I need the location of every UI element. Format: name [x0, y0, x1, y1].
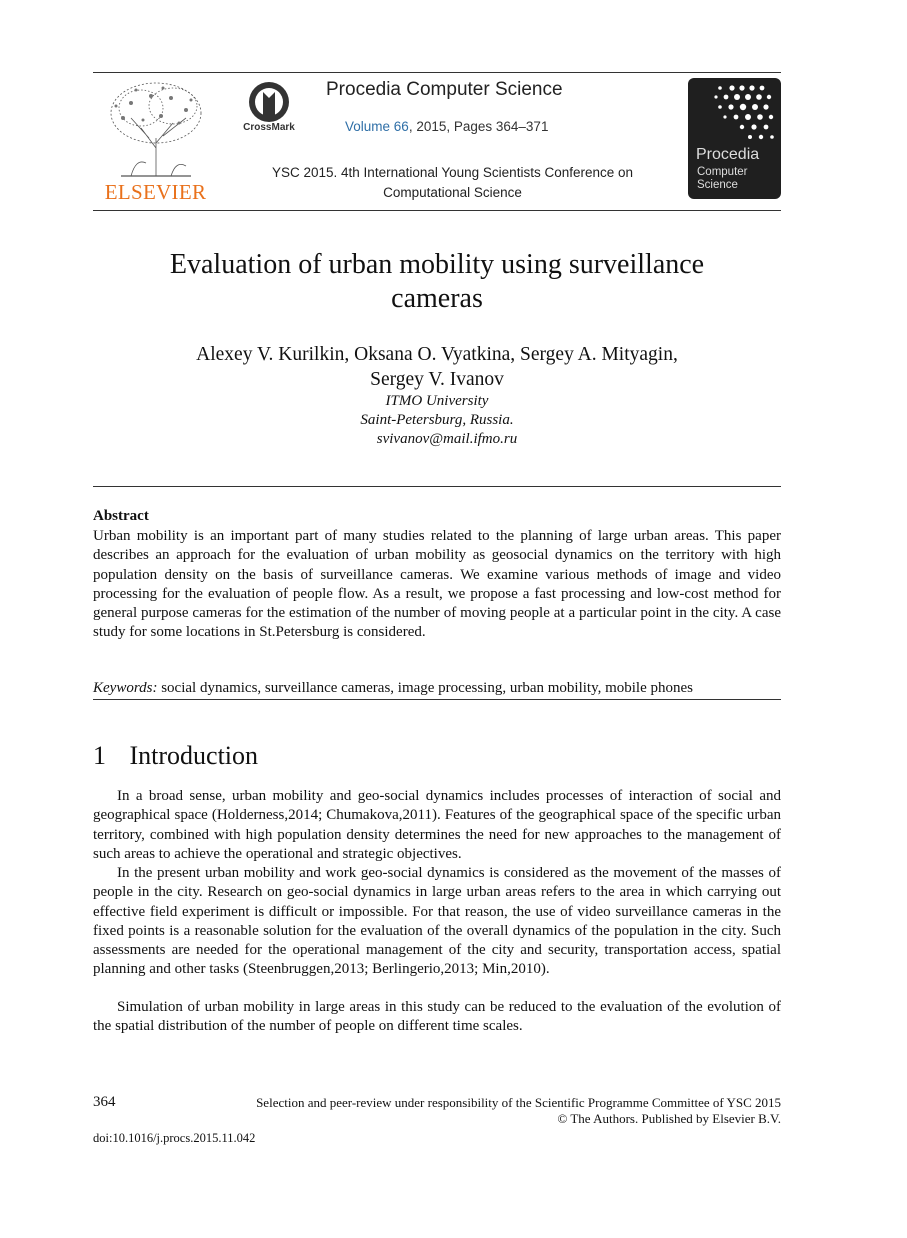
paper-title: [93, 248, 781, 316]
crossmark-label: CrossMark: [243, 122, 295, 133]
abstract-text: Urban mobility is an important part of many studies related to the planning of large urban areas. This paper describes an approach for the evaluation of urban mobility as geosocial dynamics on the territory with high population density on the basis of surveillance cameras. We examine various methods of image and video processing for the evaluation of people flow. As a result, we propose a fast processing and low-cost method for general purpose cameras for the estimation of the number of moving people at a particular point in the city. A case study for some locations in St.Petersburg is considered.: [93, 528, 781, 641]
author-email[interactable]: svivanov@mail.ifmo.ru: [376, 431, 518, 447]
authors-line-2: Sergey V. Ivanov: [370, 369, 504, 390]
volume-number-link[interactable]: 66: [393, 119, 409, 134]
section-number: 1: [93, 741, 106, 770]
intro-paragraph-1: In a broad sense, urban mobility and geo-social dynamics includes processes of interaction of social and geographical space (Holderness,2014; Chumakova,2011). Features of the geographical space of the specific urban territory, combined with high population density determines the need for new approaches to the management of such areas to achieve the operational and strategic objectives.: [93, 788, 781, 862]
abstract-top-rule: [93, 486, 781, 487]
footer-note-line-2: © The Authors. Published by Elsevier B.V.: [557, 1111, 781, 1126]
elsevier-wordmark: ELSEVIER: [104, 180, 207, 204]
procedia-badge-subtitle: [697, 166, 748, 192]
abstract-bottom-rule: [93, 699, 781, 700]
footer-note: [160, 1095, 781, 1127]
procedia-badge-line-2: Computer: [697, 166, 748, 178]
section-title: Introduction: [129, 741, 259, 770]
header-bottom-rule: [93, 210, 781, 211]
keywords: [93, 680, 781, 697]
volume-pages: , 2015, Pages 364–371: [408, 119, 549, 134]
volume-link[interactable]: Volume: [345, 119, 391, 134]
elsevier-tree-icon: [101, 78, 211, 178]
abstract-heading: Abstract: [93, 508, 149, 524]
authors-line-1: Alexey V. Kurilkin, Oksana O. Vyatkina, Sergey A. Mityagin,: [196, 344, 678, 365]
procedia-badge-line-3: Science: [697, 179, 738, 191]
procedia-badge: [688, 78, 781, 199]
header-top-rule: [93, 72, 781, 73]
paper-title-line-1: Evaluation of urban mobility using surveillance: [169, 249, 705, 280]
journal-name: Procedia Computer Science: [326, 79, 563, 100]
affiliation-location: Saint-Petersburg, Russia.: [360, 412, 514, 428]
intro-paragraph-3: Simulation of urban mobility in large areas in this study can be reduced to the evaluation of the evolution of the spatial distribution of the number of people on different time scales.: [93, 999, 781, 1035]
volume-line: [345, 119, 548, 134]
procedia-dots-icon: [706, 82, 778, 146]
paper-title-line-2: cameras: [391, 283, 483, 314]
affiliation: ITMO University: [385, 393, 489, 409]
keywords-list: social dynamics, surveillance cameras, image processing, urban mobility, mobile phones: [161, 680, 693, 696]
paper-authors: [93, 342, 781, 392]
intro-paragraph-2: In the present urban mobility and work geo-social dynamics is considered as the movement of the masses of people in the city. Research on geo-social dynamics in large urban areas refers to the area in which carrying out effective field experiment is difficult or impossible. For that reason, the use of video surveillance cameras in the fixed points is a reasonable solution for the evaluation of the overall dynamics of the population in the city. Such assessments are needed for the operational management of the city and security, transportation access, spatial planning and other tasks (Steenbruggen,2013; Berlingerio,2013; Min,2010).: [93, 865, 781, 978]
conference-name: [240, 163, 665, 203]
page-number: 364: [93, 1094, 116, 1110]
footer-note-line-1: Selection and peer-review under responsibility of the Scientific Programme Committee of YSC 2015: [256, 1095, 781, 1110]
section-heading: [93, 741, 258, 771]
conference-line-2: Computational Science: [383, 185, 522, 200]
conference-line-1: YSC 2015. 4th International Young Scientists Conference on: [272, 165, 633, 180]
procedia-badge-title: Procedia: [696, 146, 760, 163]
doi-link[interactable]: doi:10.1016/j.procs.2015.11.042: [93, 1131, 256, 1145]
keywords-label: Keywords:: [93, 680, 158, 696]
